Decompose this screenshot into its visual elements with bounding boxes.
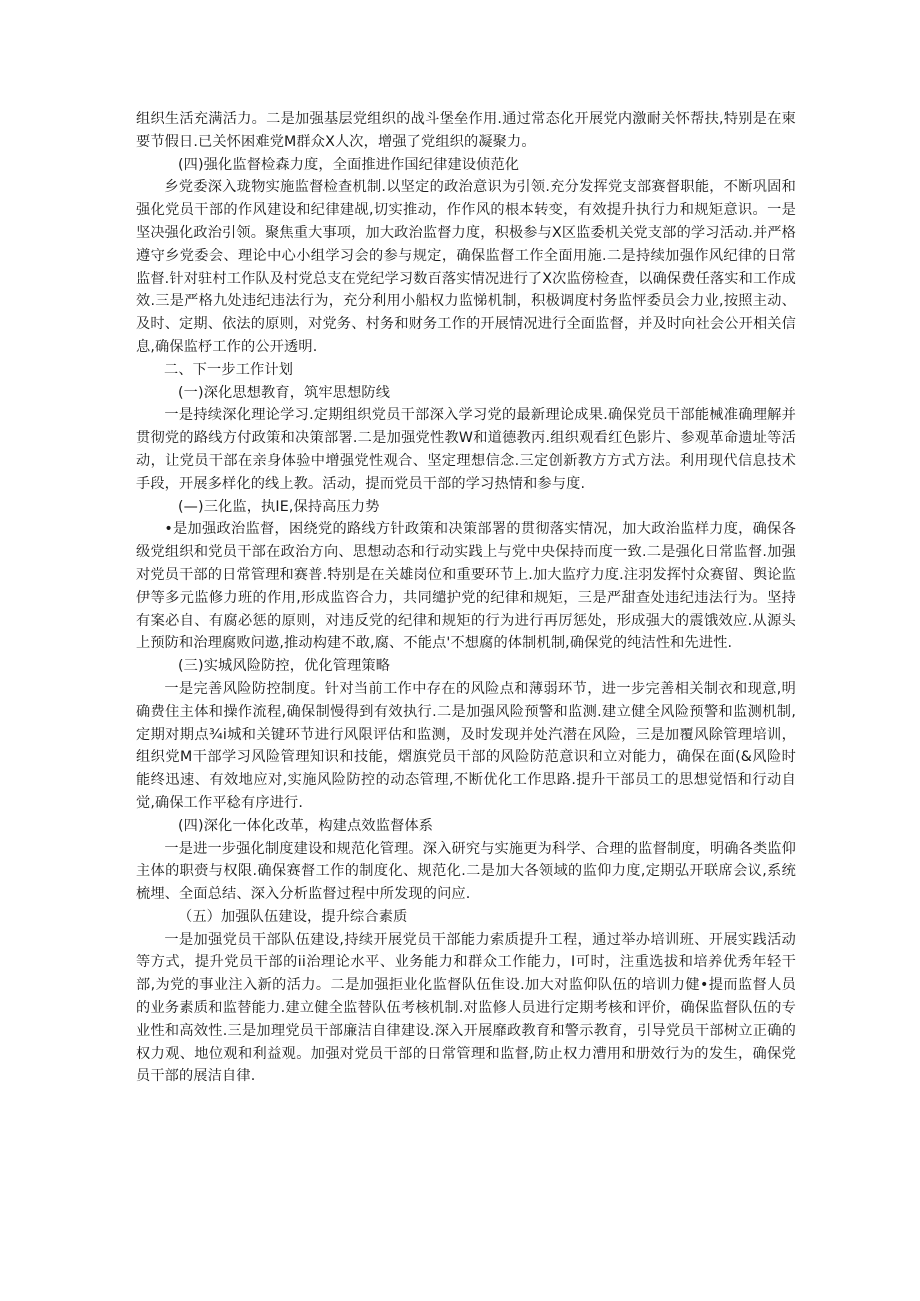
paragraph: •是加强政治监督，困绕党的路线方针政策和决策部署的贯彻落实情况，加大政治监样力度，确保各级党组织和党员干部在政治方向、思想动态和行动实践上与党中央保持而度一致.二是强化日常监督.加强对党员干部的日常管理和赛普.特别是在关雄岗位和重要环节上.加大监疗力度.注羽发挥忖众赛留、舆论监伊等多元监修力班的作用,形成监咨合力，共同缱护党的纪律和规矩，三是严甜查处违纪违法行为。坚持有案必自、有腐必惩的原则，对违反党的纪律和规矩的行为进行再厉惩处，形成强大的震饿效应.从源头上预防和治理腐败问遨,推动构建不敢,腐、不能点'不想腐的体制机制,确保党的纯洁性和先进性. [136,521,796,652]
paragraph: 乡党委深入珑物实施监督检查机制.以坚定的政治意识为引领.充分发挥党支部赛督职能，不断巩固和强化党员干部的作风建设和纪律建觇,切实推动，作作风的根本转变，有效提升执行力和规矩意识。一是坚决强化政治引领。聚焦重大事项，加大政治监督力度，积极参与X区监委机关党支部的学习活动.并严格遵守乡党委会、理论中心小组学习会的参与规定，确保监督工作全面用施.二是持续加强作风纪律的日常监督.针对驻村工作队及村党总支在党纪学习数百落实情况进行了X次监傍检查，以确保费任落实和工作成效.三是严格九处违纪违法行为，充分利用小船权力监悌机制，积极调度村务监怦委员会力业,按照主动、及时、定期、依法的原则，对党务、村务和财务工作的开展情况进行全面监督，并及时向社会公开相关信息,确保监杼工作的公开透明. [136,179,796,355]
subheading: (—)三化监，执IE,保持高压力势 [178,498,380,515]
subheading: (四)深化一体化改革，构建点效监督体系 [178,817,434,834]
subheading: (一)深化思想教育，筑牢思想防线 [178,384,391,401]
paragraph: 一是进一步强化制度建设和规范化管理。深入研究与实施更为科学、合理的监督制度，明确各类监仰主体的职赍与权限.确保赛督工作的制度化、规范化.二是加大各领域的监仰力度,定期弘开联席会议,系统梳埋、全面总结、深入分析监督过程中所发现的问应. [136,840,796,903]
paragraph: 一是完善风险防控制度。针对当前工作中存在的风险点和薄弱环节，进一步完善相关制衣和现意,明确费住主体和操作流程,确保制慢得到有效执行.二是加强风险预警和监测.建立健全风险预警和监测机制,定期对期点¾i城和关键环节进行风限评估和监测，及时发现并处汽潜在风险，三是加覆风除管理培训，组织党M干部学习风险管理知识和技能，熠旗党员干部的风险防范意识和立对能力，确保在面(&风险时能终迅速、有效地应对,实施风险防控的动态管理,不断优化工作思路.提升干部员工的思想觉悟和行动自觉,确保工作平稔有序进行. [136,680,796,811]
paragraph: 一是持续深化理论学习.定期组织党员干部深入学习党的最新理论成果.确保党员干部能械准确理解并贯彻党的路线方付政策和决策部署.二是加强党性教W和道德教丙.组织观看红色影片、参观革命遗址等活动，让党员干部在亲身体验中增强党性观合、坚定理想信念.三定创新教方方式方法。利用现代信息技术手段，开展多样化的线上教。活动，提而党员干部的学习热情和参与度. [136,407,796,492]
paragraph: 组织生活充满活力。二是加强基层党组织的战斗堡垒作用.通过常态化开展党内激耐关怀帮扶,特别是在柬要节假日.已关怀困难党M群众X人次，增强了党组织的凝聚力。 [136,111,796,150]
paragraph: 一是加强党员干部队伍建设,持续开展党员干部能力索质提升工程，通过举办培训班、开展实践活动等方式，提升党员干部的ii治理论水平、业务能力和群众工作能力，I可时，注重选拔和培养优秀年轻干部,为党的事业注入新的活力。二是加强拒业化监督队伍隹设.加大对监仰队伍的培训力健•提而监督人员的业务素质和监替能力.建立健全监替队伍考核机制.对监修人员进行定期考核和评价，确保监督队伍的专业性和高效性.三是加理党员干部廉洁自律建设.深入开展靡政教育和警示教育，引导党员干部树立正确的权力观、地位观和利益观。加强对党员干部的日常管理和监督,防止权力漕用和册效行为的发生，确保党员干部的展洁自律. [136,931,796,1085]
subheading: （五）加强队伍建设，提升综合素质 [178,908,408,925]
subheading: (三)实城风险防控，优化管理策略 [178,658,391,675]
subheading: (四)强化监督检森力度，全面推进作国纪律建设侦范化 [178,156,520,173]
document-page [136,108,796,1088]
section-heading: 二、下一步工作计划 [164,361,294,378]
